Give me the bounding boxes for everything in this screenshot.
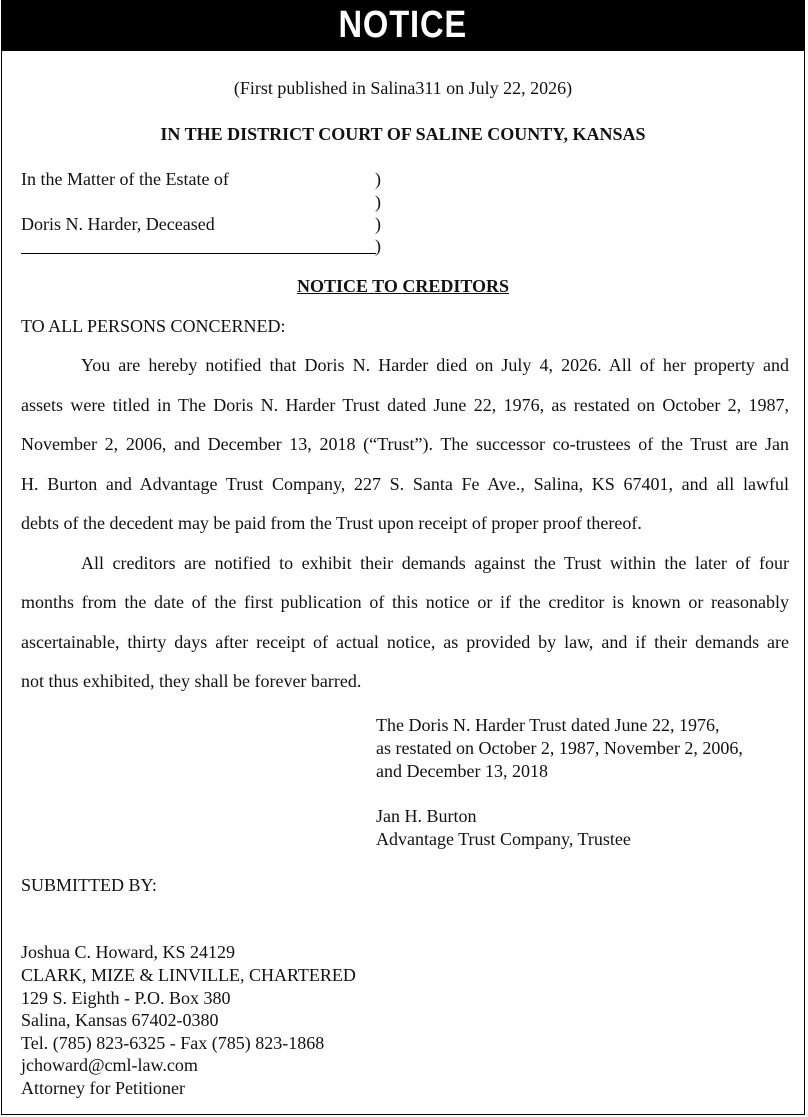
caption-paren: ) <box>375 169 381 189</box>
caption-estate-line: In the Matter of the Estate of <box>21 169 229 189</box>
attorney-line: Joshua C. Howard, KS 24129 <box>21 942 235 962</box>
publication-line: (First published in Salina311 on July 22, 2026) <box>233 78 573 98</box>
trust-name-line: as restated on October 2, 1987, November 2, 2006, <box>376 738 743 758</box>
caption-paren: ) <box>375 214 381 234</box>
paragraph-1-line: H. Burton and Advantage Trust Company, 227 S. Santa Fe Ave., Salina, KS 67401, and all lawful <box>21 474 789 494</box>
paragraph-2-line: not thus exhibited, they shall be forever barred. <box>21 671 362 691</box>
trust-name-line: and December 13, 2018 <box>376 761 548 781</box>
paragraph-1-line: November 2, 2006, and December 13, 2018 (“Trust”). The successor co-trustees of the Trust are Jan <box>21 434 789 454</box>
trustee-line: Advantage Trust Company, Trustee <box>376 829 631 849</box>
court-heading: IN THE DISTRICT COURT OF SALINE COUNTY, KANSAS <box>160 124 646 144</box>
paragraph-2-line: ascertainable, thirty days after receipt of actual notice, as provided by law, and if their demands are <box>21 632 789 652</box>
banner-title: NOTICE <box>338 4 468 46</box>
attorney-line: 129 S. Eighth - P.O. Box 380 <box>21 988 231 1008</box>
notice-title: NOTICE TO CREDITORS <box>296 276 510 296</box>
attorney-line: Attorney for Petitioner <box>21 1078 185 1098</box>
caption-paren: ) <box>375 236 381 256</box>
paragraph-1-line: You are hereby notified that Doris N. Harder died on July 4, 2026. All of her property and <box>81 355 789 375</box>
salutation: TO ALL PERSONS CONCERNED: <box>21 316 286 336</box>
attorney-line: Tel. (785) 823-6325 - Fax (785) 823-1868 <box>21 1033 325 1053</box>
paragraph-2-line: months from the date of the first publication of this notice or if the creditor is known or reasonably <box>21 592 789 612</box>
notice-banner <box>2 1 804 51</box>
attorney-line: Salina, Kansas 67402-0380 <box>21 1010 219 1030</box>
paragraph-1-line: debts of the decedent may be paid from the Trust upon receipt of proper proof thereof. <box>21 513 642 533</box>
caption-underline <box>21 253 376 254</box>
attorney-line: CLARK, MIZE & LINVILLE, CHARTERED <box>21 965 356 985</box>
paragraph-2-line: All creditors are notified to exhibit their demands against the Trust within the later of four <box>81 553 789 573</box>
submitted-by-label: SUBMITTED BY: <box>21 875 157 895</box>
trust-name-line: The Doris N. Harder Trust dated June 22, 1976, <box>376 715 720 735</box>
attorney-email: jchoward@cml-law.com <box>21 1055 198 1075</box>
caption-paren: ) <box>375 192 381 212</box>
caption-decedent-line: Doris N. Harder, Deceased <box>21 214 215 234</box>
trustee-line: Jan H. Burton <box>376 806 477 826</box>
notice-page <box>1 0 805 1115</box>
paragraph-1-line: assets were titled in The Doris N. Harder Trust dated June 22, 1976, as restated on October 2, 1987, <box>21 395 789 415</box>
